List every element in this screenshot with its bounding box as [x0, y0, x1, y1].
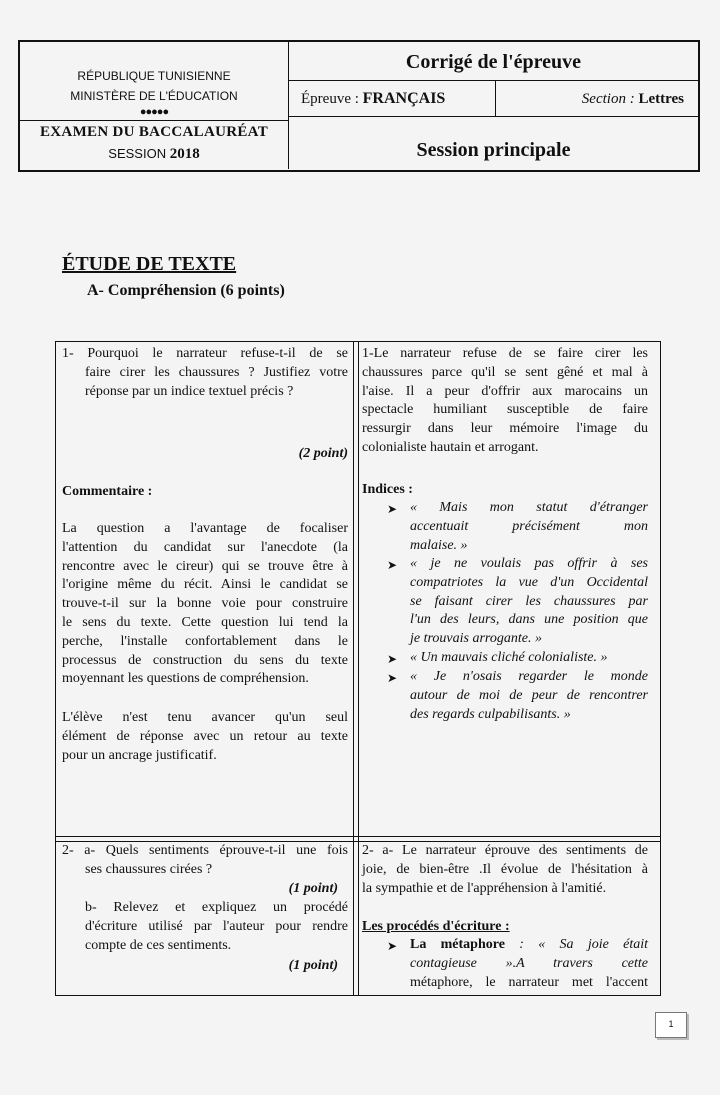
q1-comment-line: le sens du texte. Cette question lui tend la [62, 614, 348, 630]
correction-table [55, 341, 661, 996]
q1-indice [410, 555, 648, 649]
q1-comment2-line: élément de réponse avec un retour au texte [62, 728, 348, 744]
q1-comment-line: perche, l'installe confortablement dans le [62, 633, 348, 649]
exam-header [18, 40, 700, 172]
q1-answer-line: ressurgir dans leur mémoire l'image du [362, 421, 648, 437]
q1-comment-title: Commentaire : [62, 484, 153, 499]
q1-indice [410, 649, 648, 668]
session-label: SESSION [108, 146, 167, 161]
q1-comment-line: trouve-t-il sur la bonne voie pour construire [62, 596, 348, 612]
q2-question-line: ses chaussures cirées ? [85, 861, 213, 877]
epreuve-label: Épreuve : [301, 91, 363, 107]
section-title: ÉTUDE DE TEXTE [62, 253, 237, 275]
q1-comment2-line: L'élève n'est tenu avancer qu'un seul [62, 710, 348, 725]
q2-question-a [62, 842, 348, 880]
corrige-title: Corrigé de l'épreuve [289, 42, 698, 81]
q2-question-line: b- Relevez et expliquez un procédé [85, 900, 348, 915]
session-type: Session principale [416, 139, 571, 161]
q1-indice [410, 499, 648, 555]
q2-question-line: d'écriture utilisé par l'auteur pour rendre [85, 918, 348, 934]
q1-indice-line: des regards culpabilisants. » [410, 706, 571, 722]
ministry-label: MINISTÈRE DE L'ÉDUCATION [70, 89, 238, 103]
q2-answer-line: joie, de bien-être .Il évolue de l'hésitation à [362, 861, 648, 877]
epreuve-row [289, 80, 698, 117]
q2-procedes-title: Les procédés d'écriture : [362, 919, 510, 934]
bullet-arrow-icon: ➤ [387, 502, 398, 516]
bullet-arrow-icon: ➤ [387, 939, 398, 953]
q1-comment-line: processus de construction du sens du texte [62, 652, 348, 668]
q1-question-line: faire cirer les chaussures ? Justifiez votre [85, 364, 348, 380]
header-institution [20, 42, 289, 169]
q1-comment2 [62, 709, 348, 765]
bullet-arrow-icon: ➤ [387, 652, 398, 666]
q2-metaphore-line: métaphore, le narrateur met l'accent [410, 974, 648, 990]
metaphore-quote: : « Sa joie était [504, 937, 648, 952]
q1-comment [62, 520, 348, 689]
q1-indice-line: je trouvais arrogante. » [410, 631, 542, 647]
q1-indice-line: « Je n'osais regarder le monde [410, 669, 648, 684]
q1-question [62, 345, 348, 401]
bullet-arrow-icon: ➤ [387, 558, 398, 572]
header-exam-info [289, 42, 698, 169]
q1-indices-title: Indices : [362, 482, 413, 497]
q1-indice [410, 668, 648, 724]
q1-question-line: 1- Pourquoi le narrateur refuse-t-il de se [62, 346, 348, 361]
q2-metaphore-first-line [410, 936, 648, 955]
q2-answer-line: la sympathie et de l'appréhension à l'amitié. [362, 880, 607, 896]
q1-indice-line: compatriotes la vue d'un Occidental [410, 574, 648, 590]
q1-comment-line: l'origine même du récit. Ainsi le candidat se [62, 577, 348, 593]
q1-indice-line: l'un des leurs, dans une position que [410, 612, 648, 628]
stars-decoration: ●●●●● [139, 106, 169, 118]
q1-indice-line: accentuait précisément mon [410, 518, 648, 534]
q1-indice-line: autour de moi de peur de rencontrer [410, 687, 648, 703]
q2-question-b [85, 899, 348, 955]
q1-answer-line: l'aise. Il a peur d'offrir aux marocains un [362, 383, 648, 399]
q2-points-a: (1 point) [288, 881, 338, 896]
epreuve-value: FRANÇAIS [362, 90, 446, 107]
q1-comment-line: moyennant les questions de compréhension. [62, 671, 309, 687]
section-value: Lettres [638, 91, 684, 107]
epreuve-cell [289, 80, 496, 116]
q2-answer-line: 2- a- Le narrateur éprouve des sentiments de [362, 843, 648, 858]
q1-indice-line: « je ne voulais pas offrir à ses [410, 556, 648, 571]
q2-question-line: compte de ces sentiments. [85, 937, 232, 953]
q1-comment2-line: pour un ancrage justificatif. [62, 747, 217, 763]
q1-question-line: réponse par un indice textuel précis ? [85, 383, 294, 399]
q1-answer-line: chaussures parce qu'il se sent gêné et mal à [362, 364, 648, 380]
q2-metaphore-line: contagieuse ».A travers cette [410, 955, 648, 971]
session-year: 2018 [169, 146, 200, 162]
q1-indice-line: « Un mauvais cliché colonialiste. » [410, 650, 608, 665]
q1-points: (2 point) [298, 446, 348, 461]
q1-comment-line: rencontre avec le cireur) qui se trouve être à [62, 558, 348, 574]
q2-points-b: (1 point) [288, 958, 338, 973]
q1-comment-line: l'attention du candidat sur l'anecdote (la [62, 539, 348, 555]
q1-comment-line: La question a l'avantage de focaliser [62, 521, 348, 536]
bullet-arrow-icon: ➤ [387, 671, 398, 685]
divider [20, 120, 288, 121]
section-label: Section : [581, 91, 639, 107]
q2-answer [362, 842, 648, 898]
exam-title: EXAMEN DU BACCALAURÉAT [40, 124, 268, 140]
q1-indice-line: se faisant cirer les chaussures par [410, 593, 648, 609]
q2-question-line: 2- a- Quels sentiments éprouve-t-il une fois [62, 843, 348, 858]
q1-answer [362, 345, 648, 458]
session-line [20, 146, 288, 163]
page-number: 1 [655, 1012, 687, 1038]
q1-answer-line: spectacle humiliant susceptible de faire [362, 402, 648, 418]
column-divider [353, 342, 359, 995]
republic-label: RÉPUBLIQUE TUNISIENNE [77, 69, 231, 83]
metaphore-label: La métaphore [410, 937, 505, 952]
q1-answer-line: 1-Le narrateur refuse de se faire cirer les [362, 346, 648, 361]
q1-answer-line: colonialiste hautain et arrogant. [362, 439, 539, 455]
q2-metaphore [410, 936, 648, 992]
q1-indice-line: malaise. » [410, 537, 468, 553]
section-cell [497, 80, 698, 116]
section-subtitle: A- Compréhension (6 points) [87, 282, 285, 299]
q1-indice-line: « Mais mon statut d'étranger [410, 500, 648, 515]
